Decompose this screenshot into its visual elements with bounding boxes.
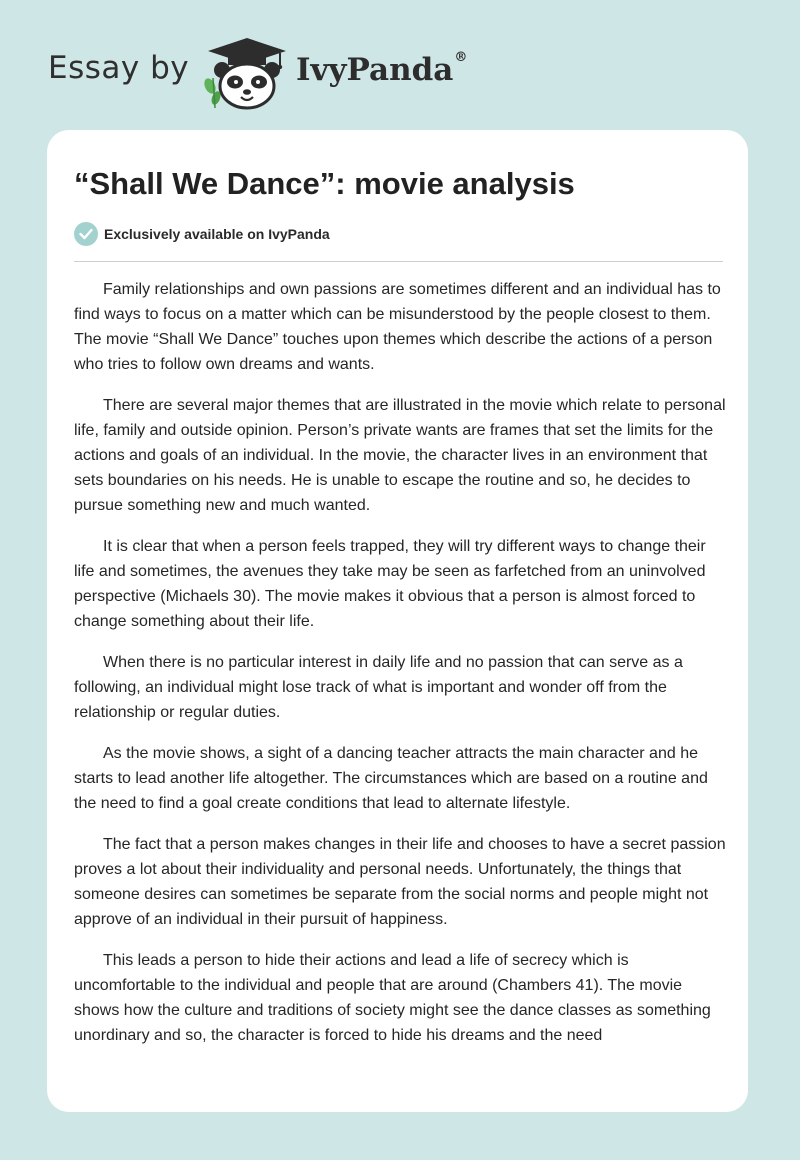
paragraph: There are several major themes that are illustrated in the movie which relate to personal life, family and outside opinion. Person’s private wants are frames that set the limits for the actions and goals of an individual. In the movie, the character lives in an environment that sets boundaries on his needs. He is unable to escape the routine and so, he decides to pursue something new and much wanted. (74, 397, 726, 514)
check-circle-icon (74, 222, 98, 246)
paragraph: The fact that a person makes changes in their life and chooses to have a secret passion proves a lot about their individuality and personal needs. Unfortunately, the things that someone desires can sometimes be separate from the social norms and people might not approve of an individual in their pursuit of happiness. (74, 836, 726, 928)
essay-card (47, 130, 748, 1112)
exclusive-badge (74, 222, 330, 246)
page-title: “Shall We Dance”: movie analysis (74, 166, 575, 201)
divider (74, 261, 723, 262)
paragraph: It is clear that when a person feels trapped, they will try different ways to change their life and sometimes, the avenues they take may be seen as farfetched from an uninvolved perspective (Michaels 30). The movie makes it obvious that a person is almost forced to change something about their life. (74, 538, 706, 630)
registered-mark: ® (454, 50, 468, 65)
paragraph: When there is no particular interest in daily life and no passion that can serve as a following, an individual might lose track of what is important and wonder off from the relationship or regular duties. (74, 654, 683, 721)
site-header (0, 0, 800, 130)
paragraph: Family relationships and own passions are sometimes different and an individual has to find ways to focus on a matter which can be misunderstood by the people closest to them. The movie “Shall We Dance” touches upon themes which describe the actions of a person who tries to follow own dreams and wants. (74, 281, 721, 373)
brand-name[interactable] (296, 52, 467, 88)
exclusive-label: Exclusively available on IvyPanda (104, 226, 330, 242)
paragraph: As the movie shows, a sight of a dancing teacher attracts the main character and he starts to lead another life altogether. The circumstances which are based on a routine and the need to find a goal create conditions that lead to alternate lifestyle. (74, 745, 708, 812)
brand-name-text: IvyPanda (296, 52, 454, 88)
essay-body (74, 277, 727, 1064)
paragraph: This leads a person to hide their actions and lead a life of secrecy which is uncomfortable to the individual and people that are around (Chambers 41). The movie shows how the culture and traditions of society might see the dance classes as something unordinary and so, the character is forced to hide his dreams and the need (74, 952, 711, 1044)
panda-graduate-logo-icon[interactable] (202, 36, 292, 110)
brand-prefix: Essay by (48, 50, 190, 86)
